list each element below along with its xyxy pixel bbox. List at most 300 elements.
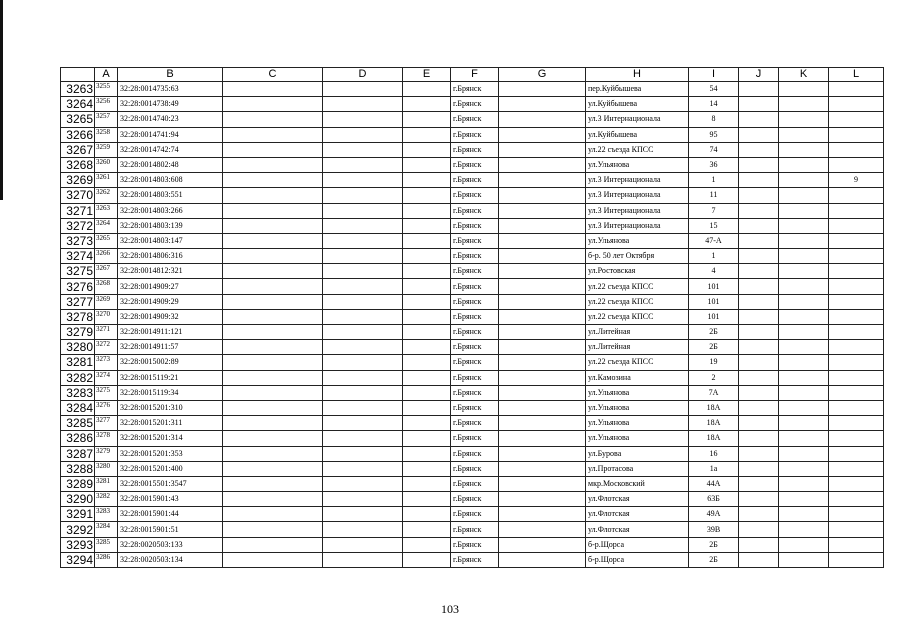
cell-a: 3284 <box>95 522 118 537</box>
table-row <box>61 522 884 537</box>
cell-f: г.Брянск <box>451 370 499 385</box>
cell-l <box>829 127 884 142</box>
cell-c <box>223 355 323 370</box>
cell-d <box>323 537 403 552</box>
cell-g <box>499 552 586 567</box>
cell-b: 32:28:0015201:310 <box>118 400 223 415</box>
cell-c <box>223 431 323 446</box>
cell-e <box>403 355 451 370</box>
cell-h: ул.3 Интернационала <box>586 218 689 233</box>
cell-j <box>739 492 779 507</box>
cell-k <box>779 385 829 400</box>
cell-a: 3269 <box>95 294 118 309</box>
table-row <box>61 400 884 415</box>
cell-g <box>499 446 586 461</box>
cell-c <box>223 173 323 188</box>
cell-a: 3256 <box>95 97 118 112</box>
cell-c <box>223 400 323 415</box>
cell-i: 44А <box>689 476 739 491</box>
cell-l <box>829 416 884 431</box>
column-header: B <box>118 68 223 82</box>
cell-i: 95 <box>689 127 739 142</box>
row-number: 3286 <box>61 431 95 446</box>
cell-j <box>739 203 779 218</box>
cell-h: ул.Протасова <box>586 461 689 476</box>
cell-d <box>323 355 403 370</box>
cell-e <box>403 461 451 476</box>
cell-d <box>323 264 403 279</box>
cell-i: 49А <box>689 507 739 522</box>
cell-c <box>223 340 323 355</box>
cell-c <box>223 446 323 461</box>
cell-h: ул.3 Интернационала <box>586 188 689 203</box>
cell-j <box>739 188 779 203</box>
cell-c <box>223 233 323 248</box>
table-row <box>61 97 884 112</box>
cell-f: г.Брянск <box>451 431 499 446</box>
cell-h: ул.Куйбышева <box>586 127 689 142</box>
cell-g <box>499 97 586 112</box>
cell-i: 54 <box>689 82 739 97</box>
cell-j <box>739 446 779 461</box>
row-number: 3271 <box>61 203 95 218</box>
cell-g <box>499 476 586 491</box>
cell-c <box>223 294 323 309</box>
cell-j <box>739 370 779 385</box>
table-row <box>61 537 884 552</box>
cell-f: г.Брянск <box>451 325 499 340</box>
cell-h: ул.Куйбышева <box>586 97 689 112</box>
table-row <box>61 294 884 309</box>
cell-i: 4 <box>689 264 739 279</box>
cell-l <box>829 294 884 309</box>
cell-i: 1 <box>689 173 739 188</box>
cell-h: б-р.Щорса <box>586 537 689 552</box>
cell-k <box>779 325 829 340</box>
cell-k <box>779 97 829 112</box>
cell-f: г.Брянск <box>451 142 499 157</box>
cell-i: 101 <box>689 309 739 324</box>
cell-b: 32:28:0015901:51 <box>118 522 223 537</box>
cell-h: ул.22 съезда КПСС <box>586 309 689 324</box>
table-row <box>61 325 884 340</box>
cell-j <box>739 82 779 97</box>
cell-j <box>739 355 779 370</box>
cell-j <box>739 157 779 172</box>
cell-a: 3276 <box>95 400 118 415</box>
cell-l <box>829 264 884 279</box>
cell-a: 3279 <box>95 446 118 461</box>
cell-g <box>499 142 586 157</box>
corner-header <box>61 68 95 82</box>
cell-g <box>499 264 586 279</box>
cell-b: 32:28:0014909:27 <box>118 279 223 294</box>
cell-d <box>323 385 403 400</box>
cell-d <box>323 249 403 264</box>
cell-l <box>829 279 884 294</box>
cell-h: б-р. 50 лет Октября <box>586 249 689 264</box>
cell-l <box>829 157 884 172</box>
row-number: 3267 <box>61 142 95 157</box>
cell-l <box>829 82 884 97</box>
cell-b: 32:28:0014742:74 <box>118 142 223 157</box>
cell-l: 9 <box>829 173 884 188</box>
column-header: J <box>739 68 779 82</box>
row-number: 3273 <box>61 233 95 248</box>
cell-g <box>499 370 586 385</box>
cell-f: г.Брянск <box>451 476 499 491</box>
cell-c <box>223 537 323 552</box>
cell-a: 3280 <box>95 461 118 476</box>
cell-a: 3272 <box>95 340 118 355</box>
cell-g <box>499 173 586 188</box>
cell-g <box>499 355 586 370</box>
cell-k <box>779 431 829 446</box>
cell-e <box>403 188 451 203</box>
cell-i: 2Б <box>689 340 739 355</box>
cell-b: 32:28:0014738:49 <box>118 97 223 112</box>
cell-e <box>403 218 451 233</box>
cell-h: ул.3 Интернационала <box>586 173 689 188</box>
table-row <box>61 112 884 127</box>
cell-d <box>323 142 403 157</box>
cell-k <box>779 294 829 309</box>
cell-c <box>223 522 323 537</box>
cell-j <box>739 537 779 552</box>
column-header: E <box>403 68 451 82</box>
cell-j <box>739 431 779 446</box>
cell-j <box>739 522 779 537</box>
table-row <box>61 385 884 400</box>
cell-b: 32:28:0014735:63 <box>118 82 223 97</box>
row-number: 3274 <box>61 249 95 264</box>
cell-b: 32:28:0015901:44 <box>118 507 223 522</box>
cell-c <box>223 309 323 324</box>
cell-h: ул.22 съезда КПСС <box>586 355 689 370</box>
cell-k <box>779 279 829 294</box>
cell-a: 3273 <box>95 355 118 370</box>
cell-j <box>739 294 779 309</box>
cell-f: г.Брянск <box>451 173 499 188</box>
cell-c <box>223 385 323 400</box>
cell-f: г.Брянск <box>451 355 499 370</box>
cell-a: 3281 <box>95 476 118 491</box>
cell-a: 3259 <box>95 142 118 157</box>
column-header: A <box>95 68 118 82</box>
table-row <box>61 446 884 461</box>
table-row <box>61 370 884 385</box>
cell-e <box>403 492 451 507</box>
cell-b: 32:28:0014911:121 <box>118 325 223 340</box>
cell-k <box>779 446 829 461</box>
cell-i: 18А <box>689 416 739 431</box>
cell-l <box>829 522 884 537</box>
cell-l <box>829 507 884 522</box>
cell-a: 3260 <box>95 157 118 172</box>
cell-h: ул.Камозина <box>586 370 689 385</box>
cell-e <box>403 325 451 340</box>
cell-i: 15 <box>689 218 739 233</box>
cell-g <box>499 461 586 476</box>
cell-g <box>499 188 586 203</box>
column-header: L <box>829 68 884 82</box>
cell-l <box>829 249 884 264</box>
cell-d <box>323 112 403 127</box>
cell-h: мкр.Московский <box>586 476 689 491</box>
cell-k <box>779 370 829 385</box>
cell-d <box>323 157 403 172</box>
row-number: 3289 <box>61 476 95 491</box>
cell-c <box>223 552 323 567</box>
cell-i: 2Б <box>689 537 739 552</box>
cell-g <box>499 522 586 537</box>
cell-j <box>739 552 779 567</box>
column-header-row <box>61 68 884 82</box>
table-row <box>61 340 884 355</box>
cell-k <box>779 233 829 248</box>
row-number: 3282 <box>61 370 95 385</box>
scan-border <box>0 0 3 200</box>
cell-i: 39В <box>689 522 739 537</box>
cell-j <box>739 142 779 157</box>
cell-l <box>829 112 884 127</box>
cell-e <box>403 507 451 522</box>
cell-d <box>323 97 403 112</box>
cell-e <box>403 400 451 415</box>
cell-h: ул.Литейная <box>586 325 689 340</box>
cell-h: ул.3 Интернационала <box>586 203 689 218</box>
cell-h: ул.Литейная <box>586 340 689 355</box>
cell-i: 63Б <box>689 492 739 507</box>
cell-c <box>223 157 323 172</box>
cell-i: 47-А <box>689 233 739 248</box>
cell-l <box>829 446 884 461</box>
row-number: 3284 <box>61 400 95 415</box>
cell-k <box>779 127 829 142</box>
cell-k <box>779 249 829 264</box>
cell-i: 18А <box>689 431 739 446</box>
row-number: 3264 <box>61 97 95 112</box>
cell-h: ул.22 съезда КПСС <box>586 279 689 294</box>
cell-l <box>829 233 884 248</box>
cell-b: 32:28:0015119:21 <box>118 370 223 385</box>
cell-f: г.Брянск <box>451 461 499 476</box>
cell-j <box>739 173 779 188</box>
cell-i: 14 <box>689 97 739 112</box>
cell-f: г.Брянск <box>451 279 499 294</box>
cell-b: 32:28:0015501:3547 <box>118 476 223 491</box>
cell-i: 101 <box>689 279 739 294</box>
cell-d <box>323 309 403 324</box>
row-number: 3276 <box>61 279 95 294</box>
table-row <box>61 416 884 431</box>
table-row <box>61 233 884 248</box>
cell-e <box>403 552 451 567</box>
cell-l <box>829 400 884 415</box>
cell-i: 2Б <box>689 552 739 567</box>
cell-a: 3264 <box>95 218 118 233</box>
cell-h: ул.Ульянова <box>586 233 689 248</box>
cell-j <box>739 112 779 127</box>
cell-d <box>323 492 403 507</box>
cell-b: 32:28:0015201:400 <box>118 461 223 476</box>
table-row <box>61 218 884 233</box>
cell-b: 32:28:0014802:48 <box>118 157 223 172</box>
cell-l <box>829 537 884 552</box>
cell-i: 7 <box>689 203 739 218</box>
cell-k <box>779 340 829 355</box>
cell-l <box>829 97 884 112</box>
cell-b: 32:28:0014909:32 <box>118 309 223 324</box>
cell-f: г.Брянск <box>451 203 499 218</box>
cell-g <box>499 82 586 97</box>
cell-j <box>739 325 779 340</box>
cell-a: 3275 <box>95 385 118 400</box>
cell-l <box>829 203 884 218</box>
cell-k <box>779 173 829 188</box>
cell-i: 8 <box>689 112 739 127</box>
cell-a: 3262 <box>95 188 118 203</box>
row-number: 3272 <box>61 218 95 233</box>
cell-j <box>739 416 779 431</box>
cell-f: г.Брянск <box>451 157 499 172</box>
cell-b: 32:28:0014812:321 <box>118 264 223 279</box>
cell-e <box>403 82 451 97</box>
cell-j <box>739 309 779 324</box>
cell-b: 32:28:0015201:353 <box>118 446 223 461</box>
cell-l <box>829 552 884 567</box>
cell-f: г.Брянск <box>451 537 499 552</box>
cell-a: 3277 <box>95 416 118 431</box>
cell-c <box>223 325 323 340</box>
cell-d <box>323 127 403 142</box>
cell-i: 7А <box>689 385 739 400</box>
cell-h: ул.Ульянова <box>586 431 689 446</box>
cell-e <box>403 203 451 218</box>
cell-e <box>403 431 451 446</box>
cell-g <box>499 492 586 507</box>
row-number: 3268 <box>61 157 95 172</box>
table-row <box>61 507 884 522</box>
cell-h: ул.Флотская <box>586 507 689 522</box>
cell-i: 1 <box>689 249 739 264</box>
cell-e <box>403 264 451 279</box>
cell-l <box>829 309 884 324</box>
cell-c <box>223 461 323 476</box>
cell-f: г.Брянск <box>451 294 499 309</box>
cell-l <box>829 492 884 507</box>
cell-d <box>323 522 403 537</box>
cell-b: 32:28:0020503:133 <box>118 537 223 552</box>
cell-f: г.Брянск <box>451 112 499 127</box>
cell-i: 18А <box>689 400 739 415</box>
cell-f: г.Брянск <box>451 82 499 97</box>
cell-l <box>829 431 884 446</box>
cell-f: г.Брянск <box>451 309 499 324</box>
cell-g <box>499 385 586 400</box>
cell-d <box>323 552 403 567</box>
cell-k <box>779 264 829 279</box>
cell-d <box>323 461 403 476</box>
cell-e <box>403 294 451 309</box>
cell-c <box>223 112 323 127</box>
cell-b: 32:28:0014911:57 <box>118 340 223 355</box>
cell-g <box>499 112 586 127</box>
cell-j <box>739 233 779 248</box>
table-row <box>61 492 884 507</box>
row-number: 3275 <box>61 264 95 279</box>
cell-k <box>779 218 829 233</box>
cell-l <box>829 461 884 476</box>
cell-b: 32:28:0014909:29 <box>118 294 223 309</box>
cell-c <box>223 203 323 218</box>
cell-g <box>499 416 586 431</box>
cell-k <box>779 552 829 567</box>
cell-f: г.Брянск <box>451 340 499 355</box>
cell-j <box>739 218 779 233</box>
table-row <box>61 188 884 203</box>
cell-c <box>223 370 323 385</box>
cell-a: 3283 <box>95 507 118 522</box>
cell-d <box>323 400 403 415</box>
row-number: 3294 <box>61 552 95 567</box>
cell-e <box>403 476 451 491</box>
cell-c <box>223 127 323 142</box>
cell-b: 32:28:0015119:34 <box>118 385 223 400</box>
cell-f: г.Брянск <box>451 188 499 203</box>
cell-g <box>499 218 586 233</box>
cell-a: 3278 <box>95 431 118 446</box>
cell-f: г.Брянск <box>451 552 499 567</box>
row-number: 3285 <box>61 416 95 431</box>
cell-e <box>403 385 451 400</box>
table-row <box>61 476 884 491</box>
cell-d <box>323 218 403 233</box>
cell-c <box>223 218 323 233</box>
cell-h: ул.Ульянова <box>586 416 689 431</box>
cell-h: ул.22 съезда КПСС <box>586 142 689 157</box>
cell-g <box>499 431 586 446</box>
table-row <box>61 309 884 324</box>
cell-l <box>829 188 884 203</box>
column-header: K <box>779 68 829 82</box>
cell-d <box>323 340 403 355</box>
cell-i: 2 <box>689 370 739 385</box>
cell-k <box>779 476 829 491</box>
cell-i: 74 <box>689 142 739 157</box>
cell-g <box>499 294 586 309</box>
cell-f: г.Брянск <box>451 249 499 264</box>
cell-j <box>739 340 779 355</box>
cell-c <box>223 492 323 507</box>
cell-e <box>403 340 451 355</box>
cell-a: 3286 <box>95 552 118 567</box>
table-row <box>61 279 884 294</box>
cell-h: ул.Ульянова <box>586 385 689 400</box>
cell-j <box>739 249 779 264</box>
cell-l <box>829 142 884 157</box>
cell-k <box>779 82 829 97</box>
cell-a: 3282 <box>95 492 118 507</box>
table-row <box>61 249 884 264</box>
cell-k <box>779 309 829 324</box>
cell-b: 32:28:0014740:23 <box>118 112 223 127</box>
cell-c <box>223 476 323 491</box>
row-number: 3266 <box>61 127 95 142</box>
row-number: 3263 <box>61 82 95 97</box>
cell-b: 32:28:0014803:139 <box>118 218 223 233</box>
cell-e <box>403 309 451 324</box>
